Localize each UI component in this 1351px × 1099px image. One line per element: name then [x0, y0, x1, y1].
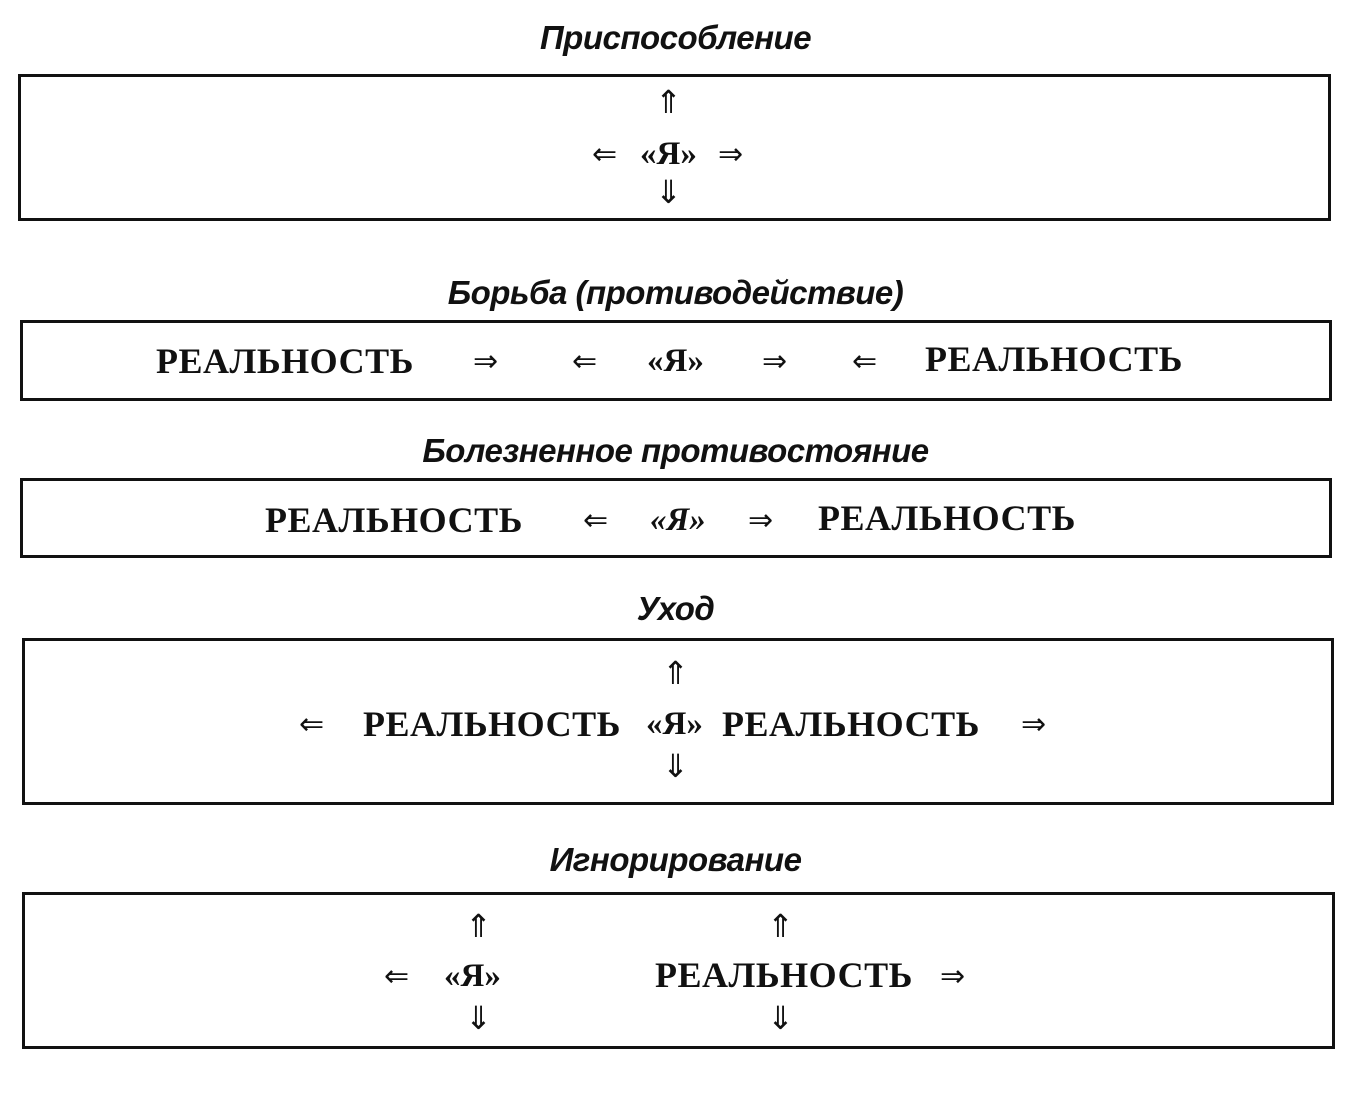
reality-label: РЕАЛЬНОСТЬ: [655, 955, 913, 995]
section-title-painful-opposition: Болезненное противостояние: [422, 432, 929, 469]
down-arrow-icon: ⇓: [465, 999, 492, 1037]
down-arrow-icon: ⇓: [662, 747, 689, 785]
right-arrow-icon: ⇒: [718, 137, 744, 172]
self-label: «Я»: [647, 343, 704, 379]
up-arrow-icon: ⇑: [662, 654, 689, 692]
left-arrow-icon: ⇐: [852, 344, 878, 379]
reality-label-left: РЕАЛЬНОСТЬ: [265, 500, 523, 540]
left-arrow-icon: ⇐: [583, 503, 609, 538]
up-arrow-icon: ⇑: [767, 907, 794, 945]
self-label: «Я»: [646, 706, 703, 742]
self-label: «Я»: [444, 958, 501, 994]
reality-label-right: РЕАЛЬНОСТЬ: [818, 498, 1076, 538]
left-arrow-icon: ⇐: [384, 959, 410, 994]
reality-label-left: РЕАЛЬНОСТЬ: [363, 704, 621, 744]
section-title-ignoring: Игнорирование: [549, 841, 802, 878]
reality-label-right: РЕАЛЬНОСТЬ: [925, 339, 1183, 379]
right-arrow-icon: ⇒: [1021, 707, 1047, 742]
down-arrow-icon: ⇓: [767, 999, 794, 1037]
section-title-struggle: Борьба (противодействие): [447, 274, 904, 311]
section-title-adaptation: Приспособление: [539, 19, 812, 56]
right-arrow-icon: ⇒: [473, 344, 499, 379]
up-arrow-icon: ⇑: [465, 907, 492, 945]
section-title-withdrawal: Уход: [636, 590, 715, 627]
left-arrow-icon: ⇐: [572, 344, 598, 379]
reality-label-right: РЕАЛЬНОСТЬ: [722, 704, 980, 744]
up-arrow-icon: ⇑: [655, 83, 682, 121]
self-label: «Я»: [650, 502, 706, 538]
down-arrow-icon: ⇓: [655, 173, 682, 211]
right-arrow-icon: ⇒: [940, 959, 966, 994]
self-label: «Я»: [640, 136, 697, 172]
left-arrow-icon: ⇐: [299, 707, 325, 742]
left-arrow-icon: ⇐: [592, 137, 618, 172]
right-arrow-icon: ⇒: [762, 344, 788, 379]
reality-label-left: РЕАЛЬНОСТЬ: [156, 341, 414, 381]
right-arrow-icon: ⇒: [748, 503, 774, 538]
